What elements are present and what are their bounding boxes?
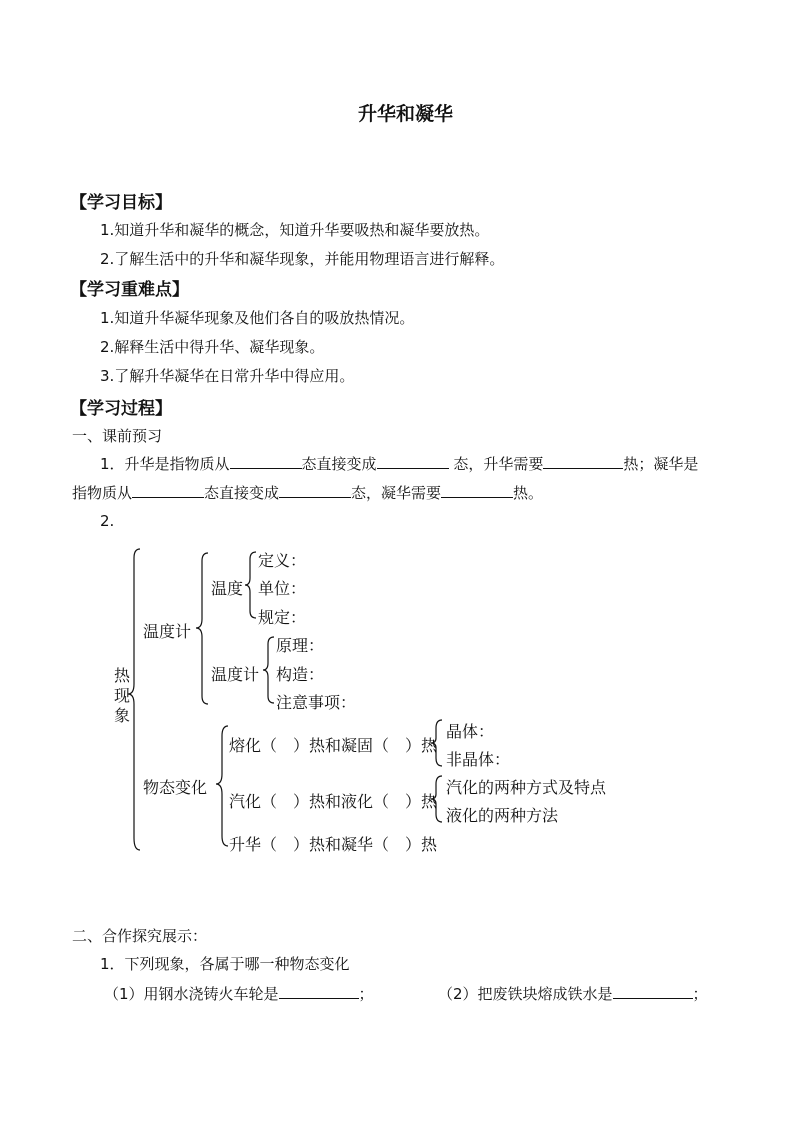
mindmap-melting-item: 晶体：: [446, 722, 495, 741]
mindmap-temp-item: 定义：: [258, 551, 307, 570]
section-heading-goals: 【学习目标】: [70, 193, 172, 213]
q1-text: 态，升华需要: [448, 455, 544, 473]
part2-item-text: （2）把废铁块熔成铁水是: [438, 985, 613, 1003]
part2-question-1: 1．下列现象，各属于哪一种物态变化: [100, 955, 350, 973]
part2-item-text: ；: [358, 985, 374, 1003]
mindmap-vaporization: 汽化（ ）热和液化（ ）热: [229, 792, 438, 811]
mindmap-temp-item: 单位：: [258, 579, 307, 598]
mindmap-thermometer-sub: 温度计: [211, 665, 260, 684]
answer-blank[interactable]: [613, 983, 693, 999]
q1-text: 1．升华是指物质从: [100, 455, 230, 473]
part1-title: 一、课前预习: [72, 427, 163, 445]
page-title: 升华和凝华: [358, 103, 454, 125]
brace-thermometer-sub: [263, 637, 274, 703]
q1-text: 态直接变成: [301, 455, 377, 473]
mindmap-temperature: 温度: [211, 579, 244, 598]
mindmap-thermo-item: 注意事项：: [276, 693, 357, 712]
mindmap-temp-item: 规定：: [258, 608, 307, 627]
goal-item: 2.了解生活中的升华和凝华现象，并能用物理语言进行解释。: [100, 250, 505, 268]
mindmap-thermometer: 温度计: [143, 622, 192, 641]
mindmap-thermo-item: 构造：: [276, 665, 325, 684]
focus-item: 3.了解升华凝华在日常升华中得应用。: [100, 367, 355, 385]
question-2-label: 2.: [100, 512, 115, 530]
goal-item: 1.知道升华和凝华的概念，知道升华要吸热和凝华要放热。: [100, 221, 490, 239]
part2-item-text: ；: [692, 985, 708, 1003]
focus-item: 1.知道升华凝华现象及他们各自的吸放热情况。: [100, 309, 415, 327]
mindmap-state-change: 物态变化: [143, 778, 208, 797]
q1-text: 态直接变成: [204, 484, 280, 502]
mindmap-thermo-item: 原理：: [276, 636, 325, 655]
mindmap-vapor-item: 汽化的两种方式及特点: [446, 778, 607, 797]
q1-text: 热；凝华是: [623, 455, 699, 473]
mindmap-sublimation: 升华（ ）热和凝华（ ）热: [229, 835, 438, 854]
brace-thermometer: [196, 553, 208, 704]
mindmap-melting-item: 非晶体：: [446, 750, 511, 769]
part2-item-1: [104, 983, 374, 1004]
mindmap-root: 热现象: [113, 666, 130, 725]
q1-text: 热。: [513, 484, 544, 502]
part2-title: 二、合作探究展示：: [72, 927, 208, 945]
q1-text: 指物质从: [72, 484, 133, 502]
answer-blank[interactable]: [279, 983, 359, 999]
section-heading-process: 【学习过程】: [70, 399, 172, 419]
mindmap-melting: 熔化（ ）热和凝固（ ）热: [229, 736, 438, 755]
section-heading-focus: 【学习重难点】: [70, 280, 189, 300]
focus-item: 2.解释生活中得升华、凝华现象。: [100, 338, 325, 356]
mindmap-vapor-item: 液化的两种方法: [446, 806, 559, 825]
part2-item-text: （1）用钢水浇铸火车轮是: [104, 985, 279, 1003]
brace-temperature: [245, 552, 256, 618]
part2-item-2: [438, 983, 708, 1004]
q1-text: 态，凝华需要: [351, 484, 442, 502]
brace-state-change: [216, 726, 228, 846]
